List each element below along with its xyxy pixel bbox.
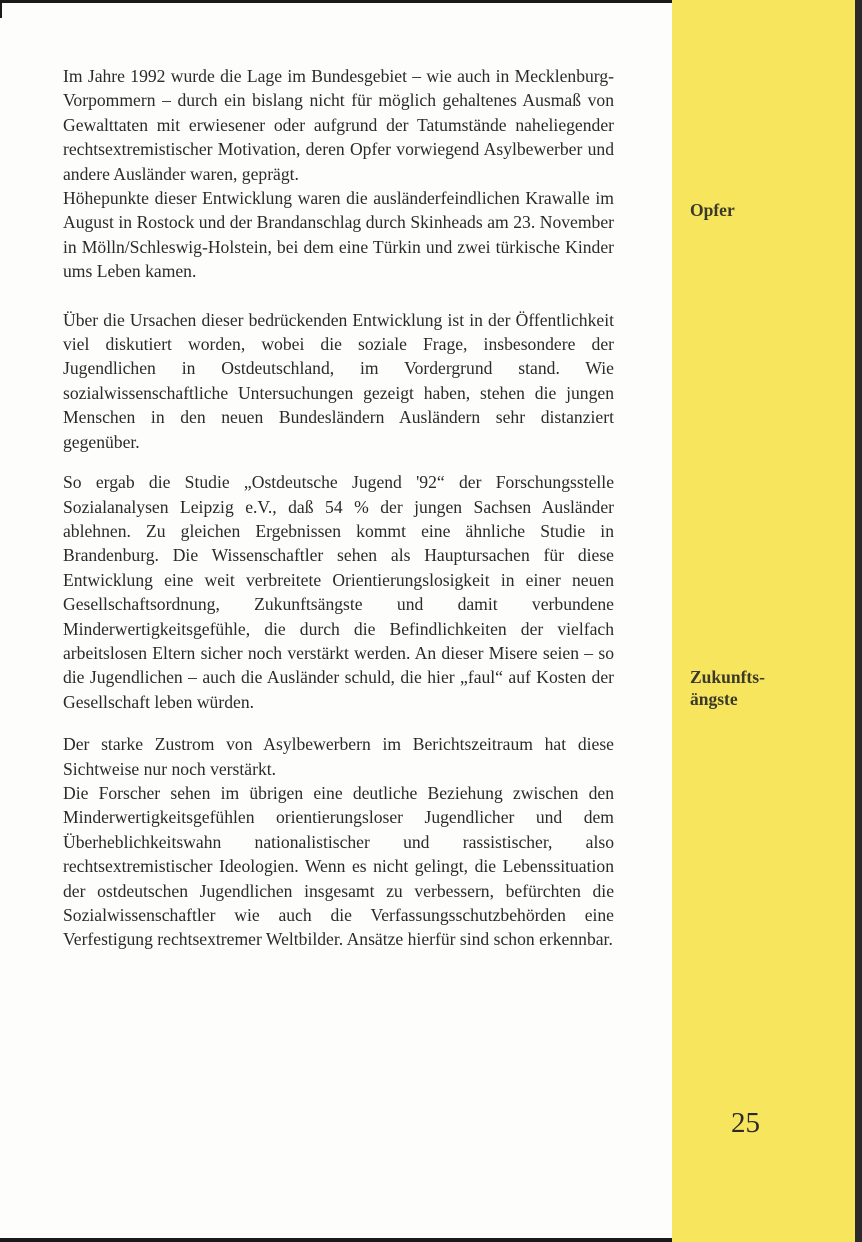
page-edge-shadow xyxy=(855,0,862,1242)
paragraph-spacer xyxy=(63,714,614,732)
main-text-column xyxy=(63,64,614,952)
paragraph-forscher: Die Forscher sehen im übrigen eine deutliche Beziehung zwischen den Minderwertigkeitsgefühlen orientierungsloser Jugendlicher und dem Überheblichkeitswahn nationalistischer und rassistischer, also rechtsextremistischer Ideologien. Wenn es nicht gelingt, die Lebenssituation der ostdeutschen Jugendlichen insgesamt zu verbessern, befürchten die Sozialwissenschaftler wie auch die Verfassungsschutzbehörden eine Verfestigung rechtsextremer Weltbilder. Ansätze hierfür sind schon erkennbar. xyxy=(63,782,614,950)
paragraph-zustrom: Der starke Zustrom von Asylbewerbern im Berichtszeitraum hat diese Sichtweise nur noch verstärkt. xyxy=(63,734,614,779)
margin-note-opfer: Opfer xyxy=(690,200,735,220)
paragraph-lage-1992: Im Jahre 1992 wurde die Lage im Bundesgebiet – wie auch in Mecklenburg-Vorpommern – durch ein bislang nicht für möglich gehaltenes Ausmaß von Gewalttaten mit erwiesener oder aufgrund der Tatumstände naheliegender rechtsextremistischer Motivation, deren Opfer vorwiegend Asylbewerber und andere Ausländer waren, geprägt. xyxy=(63,66,614,184)
paragraph-ursachen: Über die Ursachen dieser bedrückenden Entwicklung ist in der Öffentlichkeit viel diskutiert worden, wobei die soziale Frage, insbesondere der Jugendlichen in Ostdeutschland, im Vordergrund stand. Wie sozialwissenschaftliche Untersuchungen gezeigt haben, stehen die jungen Menschen in den neuen Bundesländern Ausländern sehr distanziert gegenüber. xyxy=(63,309,614,452)
paragraph-studie: So ergab die Studie „Ostdeutsche Jugend '92“ der Forschungsstelle Sozialanalysen Leipzig e.V., daß 54 % der jungen Sachsen Ausländer ablehnen. Zu gleichen Ergebnissen kommt eine ähnliche Studie in Brandenburg. Die Wissenschaftler sehen als Hauptursachen für diese Entwicklung eine weit verbreitete Orientierungslosigkeit in einer neuen Gesellschaftsordnung, Zukunftsängste und damit verbundene Minderwertigkeitsgefühle, die durch die Befindlichkeiten der vielfach arbeitslosen Eltern sicher noch verstärkt werden. An dieser Misere seien – so die Jugendlichen – auch die Ausländer schuld, die hier „faul“ auf Kosten der Gesellschaft leben würden. xyxy=(63,472,614,712)
margin-note-zukunftsaengste: Zukunfts- ängste xyxy=(690,667,765,709)
left-edge-mark xyxy=(0,0,2,18)
top-border-line xyxy=(0,0,672,3)
paragraph-spacer xyxy=(63,284,614,308)
margin-column xyxy=(672,0,855,1242)
paragraph-hoehepunkte: Höhepunkte dieser Entwicklung waren die ausländerfeindlichen Krawalle im August in Rostock und der Brandanschlag durch Skinheads am 23. November in Mölln/Schleswig-Holstein, bei dem eine Türkin und zwei türkische Kinder ums Leben kamen. xyxy=(63,188,614,282)
page-number: 25 xyxy=(731,1107,760,1139)
bottom-border-line xyxy=(0,1238,672,1242)
paragraph-spacer xyxy=(63,454,614,470)
